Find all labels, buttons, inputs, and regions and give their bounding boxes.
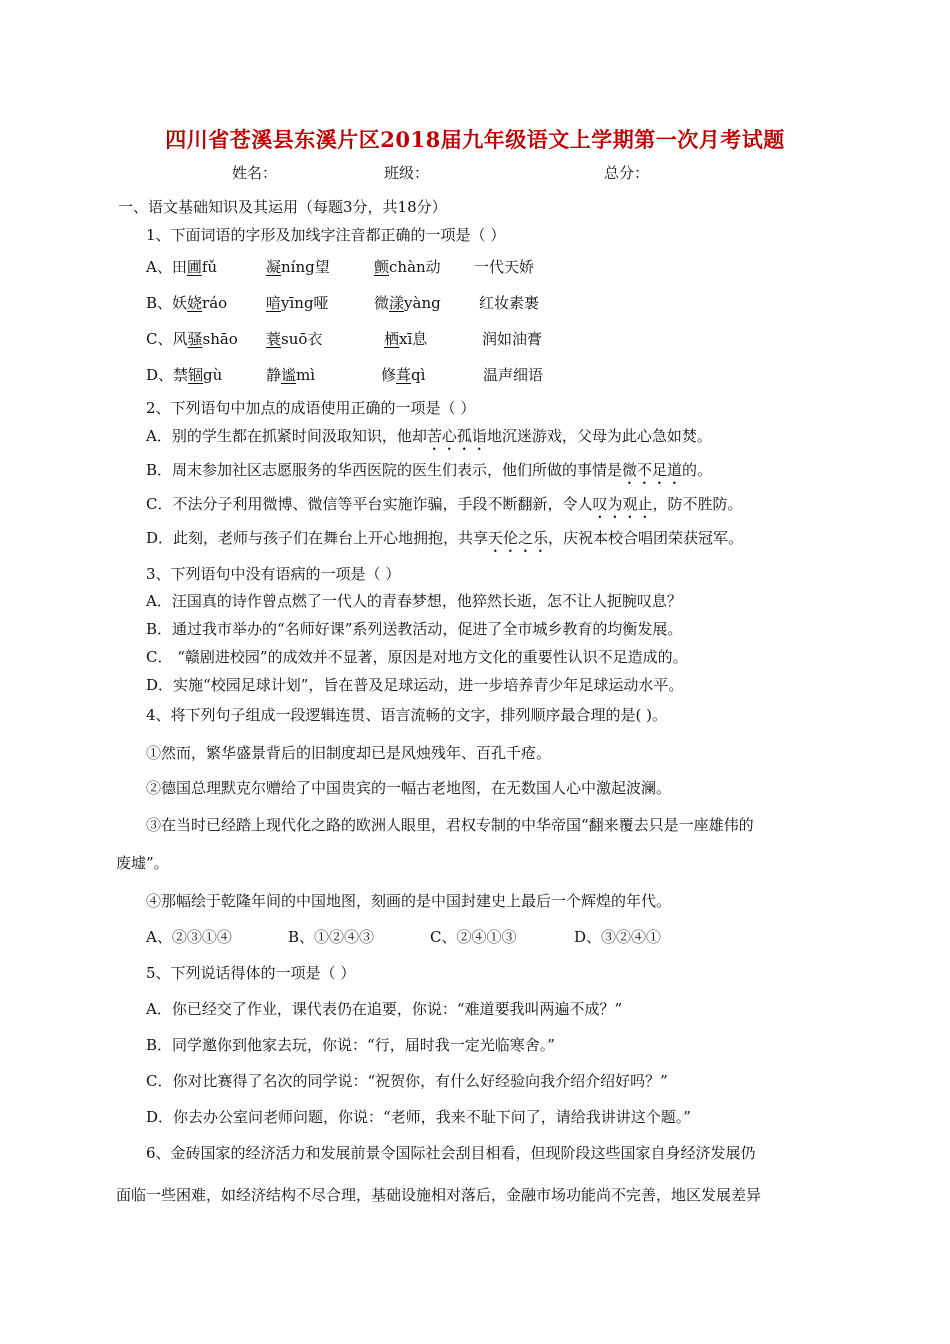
pinyin: mì xyxy=(296,366,316,384)
option-label: D、禁 xyxy=(146,366,189,384)
pinyin: ráo xyxy=(202,294,228,312)
q4-option-a: A、②③①④ xyxy=(146,928,232,946)
q4-option-b: B、①②④③ xyxy=(288,928,375,946)
pinyin: níng望 xyxy=(281,258,330,276)
q4-sentence-1: ①然而，繁华盛景背后的旧制度却已是风烛残年、百孔千疮。 xyxy=(146,744,552,762)
option-text: C．不法分子利用微博、微信等平台实施诈骗，手段不断翻新，令人 xyxy=(146,495,593,513)
q6-line-2: 面临一些困难，如经济结构不尽合理，基础设施相对落后，金融市场功能尚不完善，地区发展差异 xyxy=(116,1186,762,1204)
underlined-char: 颤 xyxy=(374,258,390,276)
q2-stem: 2、下列语句中加点的成语使用正确的一项是（ ） xyxy=(146,399,476,417)
underlined-char: 娆 xyxy=(187,294,203,312)
word-prefix: 微 xyxy=(374,294,390,312)
pinyin: xī息 xyxy=(399,330,428,348)
q4-stem: 4、将下列句子组成一段逻辑连贯、语言流畅的文字，排列顺序最合理的是( )。 xyxy=(146,706,668,724)
option-text: 地沉迷游戏，父母为此心急如焚。 xyxy=(486,427,712,445)
pinyin: qì xyxy=(411,366,426,384)
q3-option-b: B．通过我市举办的“名师好课”系列送教活动，促进了全市城乡教育的均衡发展。 xyxy=(146,620,683,638)
option-text: D．此刻，老师与孩子们在舞台上开心地拥抱，共享 xyxy=(146,529,489,547)
q1-option-d xyxy=(146,364,846,386)
option-text: ，庆祝本校合唱团荣获冠军。 xyxy=(548,529,744,547)
q2-option-a xyxy=(146,425,712,454)
option-label: C、风 xyxy=(146,330,188,348)
q3-option-d: D．实施“校园足球计划”，旨在普及足球运动，进一步培养青少年足球运动水平。 xyxy=(146,676,684,694)
q6-line-1: 6、金砖国家的经济活力和发展前景令国际社会刮目相看，但现阶段这些国家自身经济发展仍 xyxy=(146,1144,756,1162)
option-label: A、田 xyxy=(146,258,187,276)
q4-sentence-3-cont: 废墟”。 xyxy=(116,854,169,872)
q3-stem: 3、下列语句中没有语病的一项是（ ） xyxy=(146,565,401,583)
section-heading: 一、语文基础知识及其运用（每题3分，共18分） xyxy=(118,198,447,216)
dotted-idiom: 叹为观止 xyxy=(592,495,653,513)
dotted-idiom: 天伦之乐 xyxy=(488,529,549,547)
q1-option-c xyxy=(146,328,846,350)
dotted-idiom: 微不足道 xyxy=(622,461,683,479)
underlined-char: 锢 xyxy=(188,366,204,384)
dotted-idiom: 苦心孤诣 xyxy=(426,427,487,445)
underlined-char: 蓑 xyxy=(266,330,282,348)
pinyin: chàn动 xyxy=(389,258,441,276)
word: 温声细语 xyxy=(483,366,544,384)
q4-sentence-3: ③在当时已经踏上现代化之路的欧洲人眼里，君权专制的中华帝国“翻来覆去只是一座雄伟的 xyxy=(146,816,754,834)
option-text: 的。 xyxy=(682,461,713,479)
q5-stem: 5、下列说话得体的一项是（ ） xyxy=(146,964,356,982)
q1-option-b xyxy=(146,292,846,314)
option-text: A．别的学生都在抓紧时间汲取知识，他却 xyxy=(146,427,427,445)
pinyin: yàng xyxy=(404,294,441,312)
word: 润如油膏 xyxy=(482,330,543,348)
word-prefix: 静 xyxy=(266,366,282,384)
q5-option-c: C．你对比赛得了名次的同学说：“祝贺你，有什么好经验向我介绍介绍好吗？” xyxy=(146,1072,668,1090)
q3-option-c: C． “赣剧进校园”的成效并不显著，原因是对地方文化的重要性认识不足造成的。 xyxy=(146,648,688,666)
word: 一代天娇 xyxy=(474,258,535,276)
q3-option-a: A．汪国真的诗作曾点燃了一代人的青春梦想，他猝然长逝，怎不让人扼腕叹息？ xyxy=(146,592,682,610)
q5-option-b: B．同学邀你到他家去玩，你说：“行，届时我一定光临寒舍。” xyxy=(146,1036,555,1054)
class-field-label: 班级： xyxy=(384,164,430,182)
q2-option-c xyxy=(146,493,743,522)
option-label: B、妖 xyxy=(146,294,188,312)
q4-sentence-4: ④那幅绘于乾隆年间的中国地图，刻画的是中国封建史上最后一个辉煌的年代。 xyxy=(146,892,672,910)
pinyin: fǔ xyxy=(201,258,218,276)
q4-option-c: C、②④①③ xyxy=(430,928,517,946)
underlined-char: 圃 xyxy=(186,258,202,276)
underlined-char: 漾 xyxy=(389,294,405,312)
underlined-char: 谧 xyxy=(281,366,297,384)
underlined-char: 葺 xyxy=(396,366,412,384)
q1-option-a xyxy=(146,256,846,278)
word-prefix: 修 xyxy=(381,366,397,384)
pinyin: gù xyxy=(203,366,223,384)
pinyin: yīng哑 xyxy=(281,294,329,312)
underlined-char: 凝 xyxy=(266,258,282,276)
underlined-char: 骚 xyxy=(187,330,203,348)
q2-option-d xyxy=(146,527,743,556)
q1-stem: 1、下面词语的字形及加线字注音都正确的一项是（ ） xyxy=(146,226,506,244)
option-text: ，防不胜防。 xyxy=(652,495,743,513)
q5-option-d: D．你去办公室问老师问题，你说：“老师，我来不耻下问了，请给我讲讲这个题。” xyxy=(146,1108,691,1126)
q5-option-a: A．你已经交了作业，课代表仍在追要，你说：“难道要我叫两遍不成？” xyxy=(146,1000,623,1018)
total-score-label: 总分： xyxy=(604,164,650,182)
option-text: B．周末参加社区志愿服务的华西医院的医生们表示，他们所做的事情是 xyxy=(146,461,623,479)
pinyin: shāo xyxy=(202,330,238,348)
page-title: 四川省苍溪县东溪片区2018届九年级语文上学期第一次月考试题 xyxy=(165,127,785,152)
pinyin: suō衣 xyxy=(281,330,323,348)
q4-sentence-2: ②德国总理默克尔赠给了中国贵宾的一幅古老地图，在无数国人心中激起波澜。 xyxy=(146,779,672,797)
underlined-char: 栖 xyxy=(384,330,400,348)
q2-option-b xyxy=(146,459,712,488)
word: 红妆素裹 xyxy=(479,294,540,312)
q4-option-d: D、③②④① xyxy=(574,928,662,946)
name-field-label: 姓名： xyxy=(232,164,278,182)
underlined-char: 喑 xyxy=(266,294,282,312)
